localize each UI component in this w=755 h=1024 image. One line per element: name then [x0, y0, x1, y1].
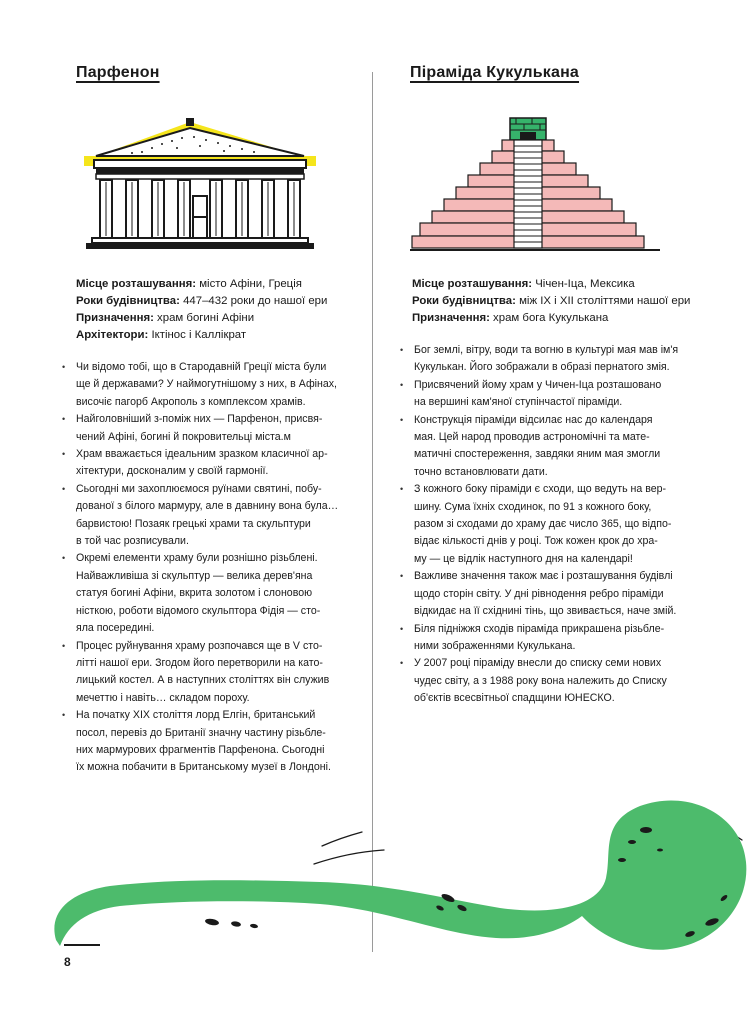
list-item: • Важливе значення також має і розташування будівлі щодо сторін світу. У дні рівнодення ребро піраміди відкидає на її східнині тінь, що звивається, наче змій. — [400, 568, 700, 620]
pyramid-illustration — [410, 114, 660, 256]
list-item: • У 2007 році піраміду внесли до списку семи нових чудес світу, а з 1988 року вона належить до Списку об'єктів всесвітньої спадщини ЮНЕСКО. — [400, 655, 700, 707]
list-item: • Присвячений йому храм у Чичен-Іца розташовано на вершині кам'яної ступінчастої піраміди. — [400, 377, 700, 412]
fact-years: Роки будівництва: між IX і XII століттями нашої ери — [412, 295, 691, 307]
parthenon-title: Парфенон — [76, 64, 160, 81]
list-item: • Біля підніжжя сходів піраміда прикрашена різьбле- ними зображеннями Кукулькана. — [400, 621, 700, 656]
pyramid-facts — [412, 276, 690, 327]
fact-purpose: Призначення: храм бога Кукулькана — [412, 312, 609, 324]
fact-location: Місце розташування: місто Афіни, Греція — [76, 278, 302, 290]
list-item: • Бог землі, вітру, води та вогню в культурі мая мав ім'я Кукулькан. Його зображали в образі пернатого змія. — [400, 342, 700, 377]
pyramid-title: Піраміда Кукулькана — [410, 64, 580, 81]
parthenon-bullets — [62, 359, 352, 777]
parthenon-facts — [76, 276, 327, 344]
page-number: 8 — [64, 955, 71, 969]
list-item: • На початку XIX століття лорд Елгін, британський посол, перевіз до Британії значну частину різьбле- них мармурових фрагментів Парфенона. Сьогодні їх можна побачити в Британському музеї в Лондоні. — [62, 707, 352, 777]
pyramid-bullets — [400, 342, 700, 708]
feathered-serpent-illustration — [0, 780, 755, 980]
list-item: • З кожного боку піраміди є сходи, що ведуть на вер- шину. Сума їхніх сходинок, по 91 з кожного боку, разом зі сходами до храму дає число 365, що відпо- відає кількості днів у році. Тож кожен крок до хра- му — це відлік наступного дня на календарі! — [400, 481, 700, 568]
list-item: • Найголовніший з-поміж них — Парфенон, присвя- чений Афіні, богині й покровительці міста.м — [62, 411, 352, 446]
list-item: • Процес руйнування храму розпочався ще в V сто- літті нашої ери. Згодом його перетворили на като- лицький костел. А в наступних століттях він служив мечеттю і навіть… складом пороху. — [62, 638, 352, 708]
fact-purpose: Призначення: храм богині Афіни — [76, 312, 255, 324]
fact-architects: Архітектори: Іктінос і Каллікрат — [76, 329, 247, 341]
list-item: • Храм вважається ідеальним зразком класичної ар- хітектури, досконалим у своїй гармонії. — [62, 446, 352, 481]
list-item: • Окремі елементи храму були рознішно різьблені. Найважливіша зі скульптур — велика дерев'яна статуя богині Афіни, вкрита золотом і слоновою ністкою, роботи відомого скульптора Фідія — сто- яла посередині. — [62, 550, 352, 637]
list-item: • Чи відомо тобі, що в Стародавній Греції міста були ще й державами? У наймогутнішому з них, в Афінах, височіє пагорб Акрополь з комплексом храмів. — [62, 359, 352, 411]
page-number-rule — [64, 944, 100, 946]
fact-years: Роки будівництва: 447–432 роки до нашої ери — [76, 295, 328, 307]
parthenon-illustration — [82, 116, 318, 252]
list-item: • Конструкція піраміди відсилає нас до календаря мая. Цей народ проводив астрономічні та мате- матичні спостереження, завдяки яним мая змогли точно встановлювати дати. — [400, 412, 700, 482]
list-item: • Сьогодні ми захоплюємося руїнами святині, побу- дованої з білого мармуру, але в давнину вона була… барвистою! Позаяк грецькі храми та скульптури в той час розписували. — [62, 481, 352, 551]
fact-location: Місце розташування: Чічен-Іца, Мексика — [412, 278, 635, 290]
